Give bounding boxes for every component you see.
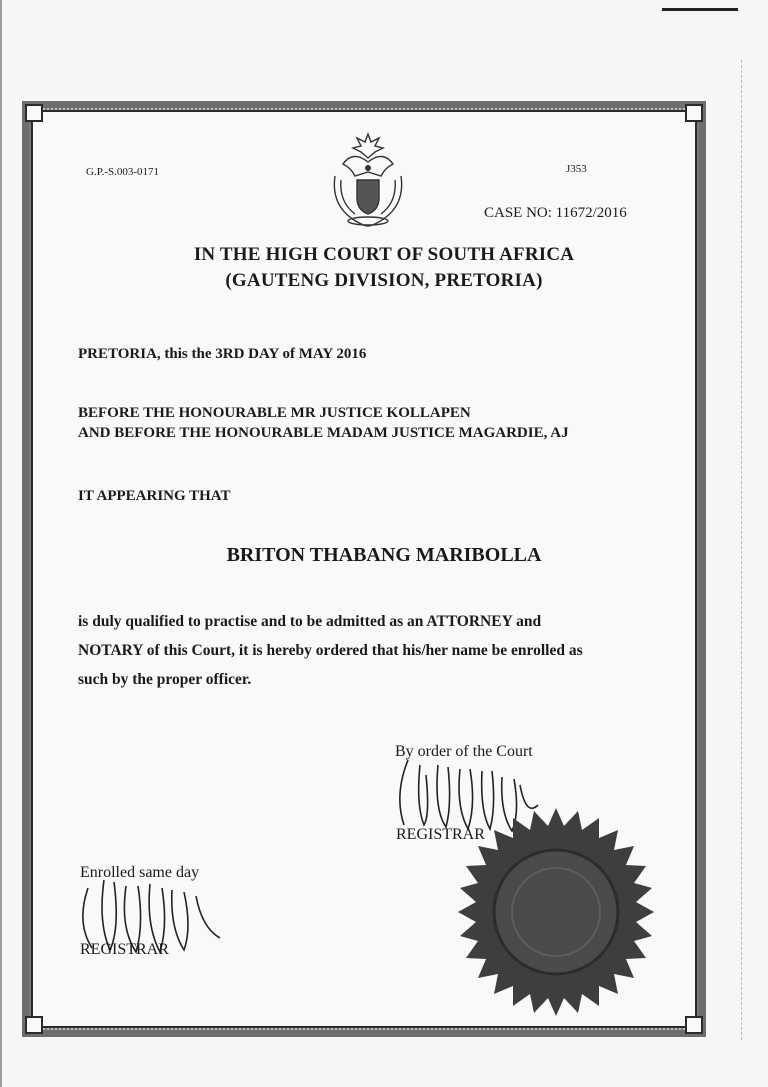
- before-line-2: AND BEFORE THE HONOURABLE MADAM JUSTICE MAGARDIE, AJ: [78, 425, 569, 441]
- court-title: IN THE HIGH COURT OF SOUTH AFRICA: [193, 244, 575, 265]
- registrar-label-right: REGISTRAR: [396, 826, 485, 843]
- court-division: (GAUTENG DIVISION, PRETORIA): [225, 270, 543, 291]
- order-of-court-label: By order of the Court: [395, 743, 533, 760]
- coat-of-arms-icon: [323, 128, 413, 228]
- top-rule: [662, 8, 738, 11]
- form-code: G.P.-S.003-0171: [86, 166, 160, 178]
- order-paragraph-line-1: is duly qualified to practise and to be admitted as an ATTORNEY and: [78, 613, 542, 630]
- corner-ornament: [25, 1016, 43, 1034]
- date-line: PRETORIA, this the 3RD DAY of MAY 2016: [78, 346, 367, 362]
- registrar-label-left: REGISTRAR: [80, 941, 169, 958]
- enrolled-same-day-label: Enrolled same day: [80, 864, 200, 881]
- order-paragraph-line-2: NOTARY of this Court, it is hereby ordered that his/her name be enrolled as: [78, 642, 583, 659]
- corner-ornament: [685, 1016, 703, 1034]
- corner-ornament: [685, 104, 703, 122]
- reference-code: J353: [566, 163, 587, 175]
- case-number: CASE NO: 11672/2016: [484, 205, 627, 221]
- appearing-line: IT APPEARING THAT: [78, 488, 231, 504]
- admittee-name: BRITON THABANG MARIBOLLA: [226, 544, 542, 566]
- before-line-1: BEFORE THE HONOURABLE MR JUSTICE KOLLAPEN: [78, 405, 471, 421]
- corner-ornament: [25, 104, 43, 122]
- court-seal-icon: [458, 808, 654, 1016]
- order-paragraph-line-3: such by the proper officer.: [78, 671, 252, 688]
